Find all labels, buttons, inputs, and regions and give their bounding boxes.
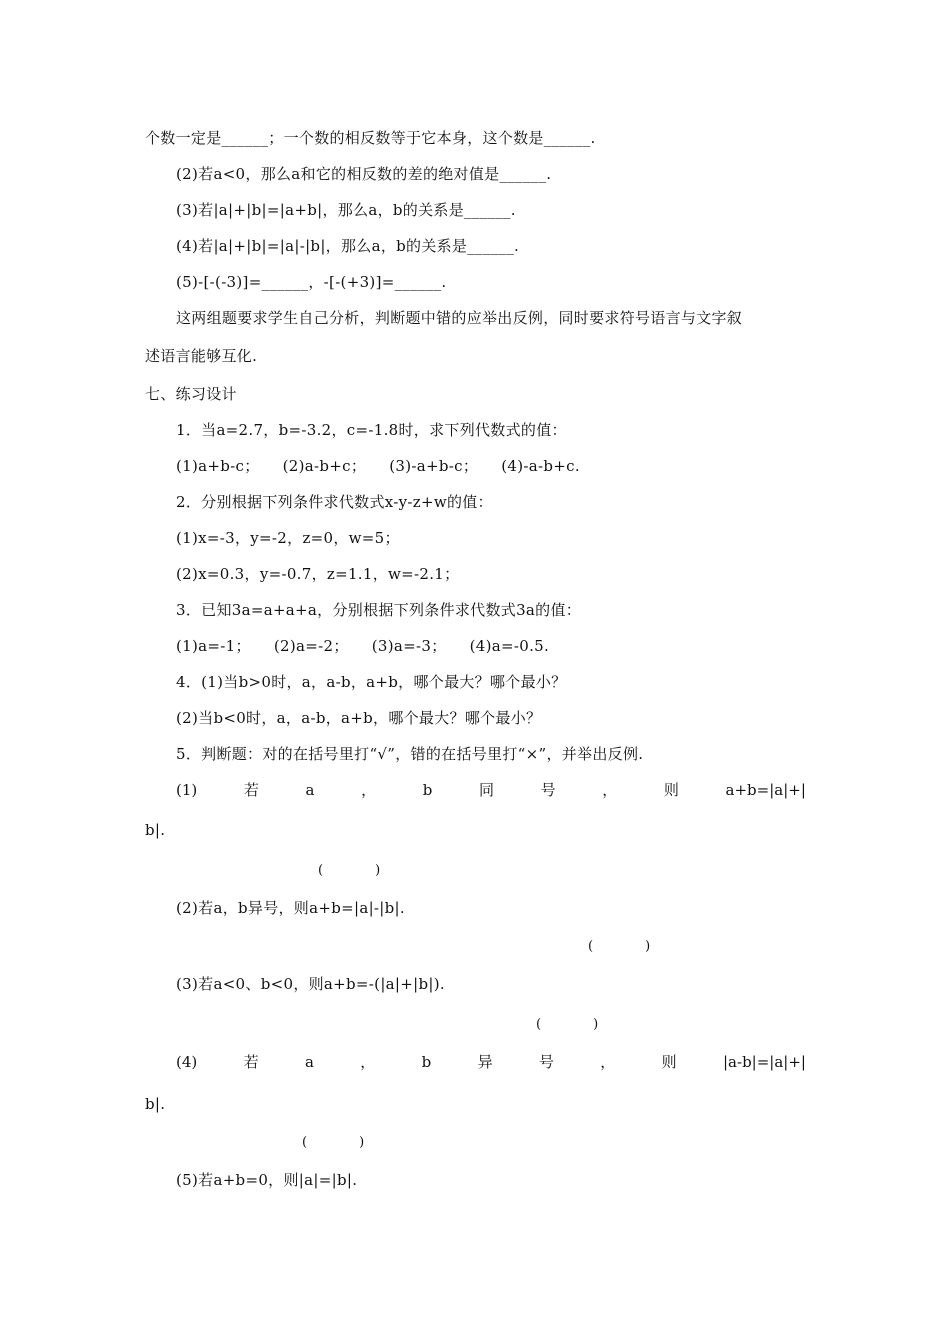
answer-parentheses: ( ) bbox=[588, 939, 651, 954]
question-4: 4．(1)当b>0时，a，a-b，a+b，哪个最大？哪个最小？ bbox=[176, 673, 567, 691]
token: 若 bbox=[243, 1053, 259, 1071]
judge-item-1 bbox=[176, 780, 806, 800]
text-line: 个数一定是______；一个数的相反数等于它本身，这个数是______. bbox=[145, 129, 596, 147]
question-2: 2．分别根据下列条件求代数式x-y-z+w的值： bbox=[176, 493, 493, 511]
answer-parentheses: ( ) bbox=[318, 863, 381, 878]
text-line: (5)-[-(-3)]=______，-[-(+3)]=______. bbox=[176, 273, 447, 291]
answer-parentheses: ( ) bbox=[536, 1017, 599, 1032]
text-line: 述语言能够互化. bbox=[145, 347, 258, 365]
question-3-items: (1)a=-1； (2)a=-2； (3)a=-3； (4)a=-0.5. bbox=[176, 637, 550, 655]
token: ， bbox=[360, 1053, 376, 1071]
text-line: (2)若a<0，那么a和它的相反数的差的绝对值是______. bbox=[176, 165, 552, 183]
question-3: 3．已知3a=a+a+a，分别根据下列条件求代数式3a的值： bbox=[176, 601, 582, 619]
token: a bbox=[304, 1053, 314, 1071]
question-4-item: (2)当b<0时，a，a-b，a+b，哪个最大？哪个最小？ bbox=[176, 709, 542, 727]
text-line: (3)若|a|+|b|=|a+b|，那么a，b的关系是______. bbox=[176, 201, 516, 219]
token: ， bbox=[602, 781, 618, 799]
text-line: b|. bbox=[145, 821, 166, 839]
token: (1) bbox=[176, 781, 198, 799]
token: b bbox=[422, 781, 433, 799]
section-heading: 七、练习设计 bbox=[145, 385, 237, 403]
token: a+b=|a|+| bbox=[725, 781, 806, 799]
token: ， bbox=[600, 1053, 616, 1071]
question-1: 1．当a=2.7，b=-3.2，c=-1.8时，求下列代数式的值： bbox=[176, 421, 567, 439]
token: 号 bbox=[540, 781, 556, 799]
token: b bbox=[421, 1053, 432, 1071]
text-line: (4)若|a|+|b|=|a|-|b|，那么a，b的关系是______. bbox=[176, 237, 520, 255]
token: |a-b|=|a|+| bbox=[723, 1053, 806, 1071]
judge-item-5: (5)若a+b=0，则|a|=|b|. bbox=[176, 1171, 358, 1189]
judge-item-3: (3)若a<0、b<0，则a+b=-(|a|+|b|). bbox=[176, 975, 445, 993]
token: (4) bbox=[176, 1053, 198, 1071]
token: 号 bbox=[538, 1053, 554, 1071]
question-2-item: (1)x=-3，y=-2，z=0，w=5； bbox=[176, 529, 400, 547]
token: a bbox=[305, 781, 315, 799]
token: 同 bbox=[478, 781, 494, 799]
text-line: 这两组题要求学生自己分析，判断题中错的应举出反例，同时要求符号语言与文字叙 bbox=[176, 309, 743, 327]
token: 则 bbox=[663, 781, 679, 799]
answer-parentheses: ( ) bbox=[302, 1135, 365, 1150]
text-line: b|. bbox=[145, 1095, 166, 1113]
question-5: 5．判断题：对的在括号里打“√”，错的在括号里打“×”，并举出反例. bbox=[176, 745, 644, 763]
judge-item-4 bbox=[176, 1052, 806, 1072]
question-2-item: (2)x=0.3，y=-0.7，z=1.1，w=-2.1； bbox=[176, 565, 460, 583]
judge-item-2: (2)若a，b异号，则a+b=|a|-|b|. bbox=[176, 899, 405, 917]
token: ， bbox=[361, 781, 377, 799]
token: 若 bbox=[243, 781, 259, 799]
question-1-items: (1)a+b-c； (2)a-b+c； (3)-a+b-c； (4)-a-b+c. bbox=[176, 457, 580, 475]
token: 异 bbox=[477, 1053, 493, 1071]
token: 则 bbox=[661, 1053, 677, 1071]
